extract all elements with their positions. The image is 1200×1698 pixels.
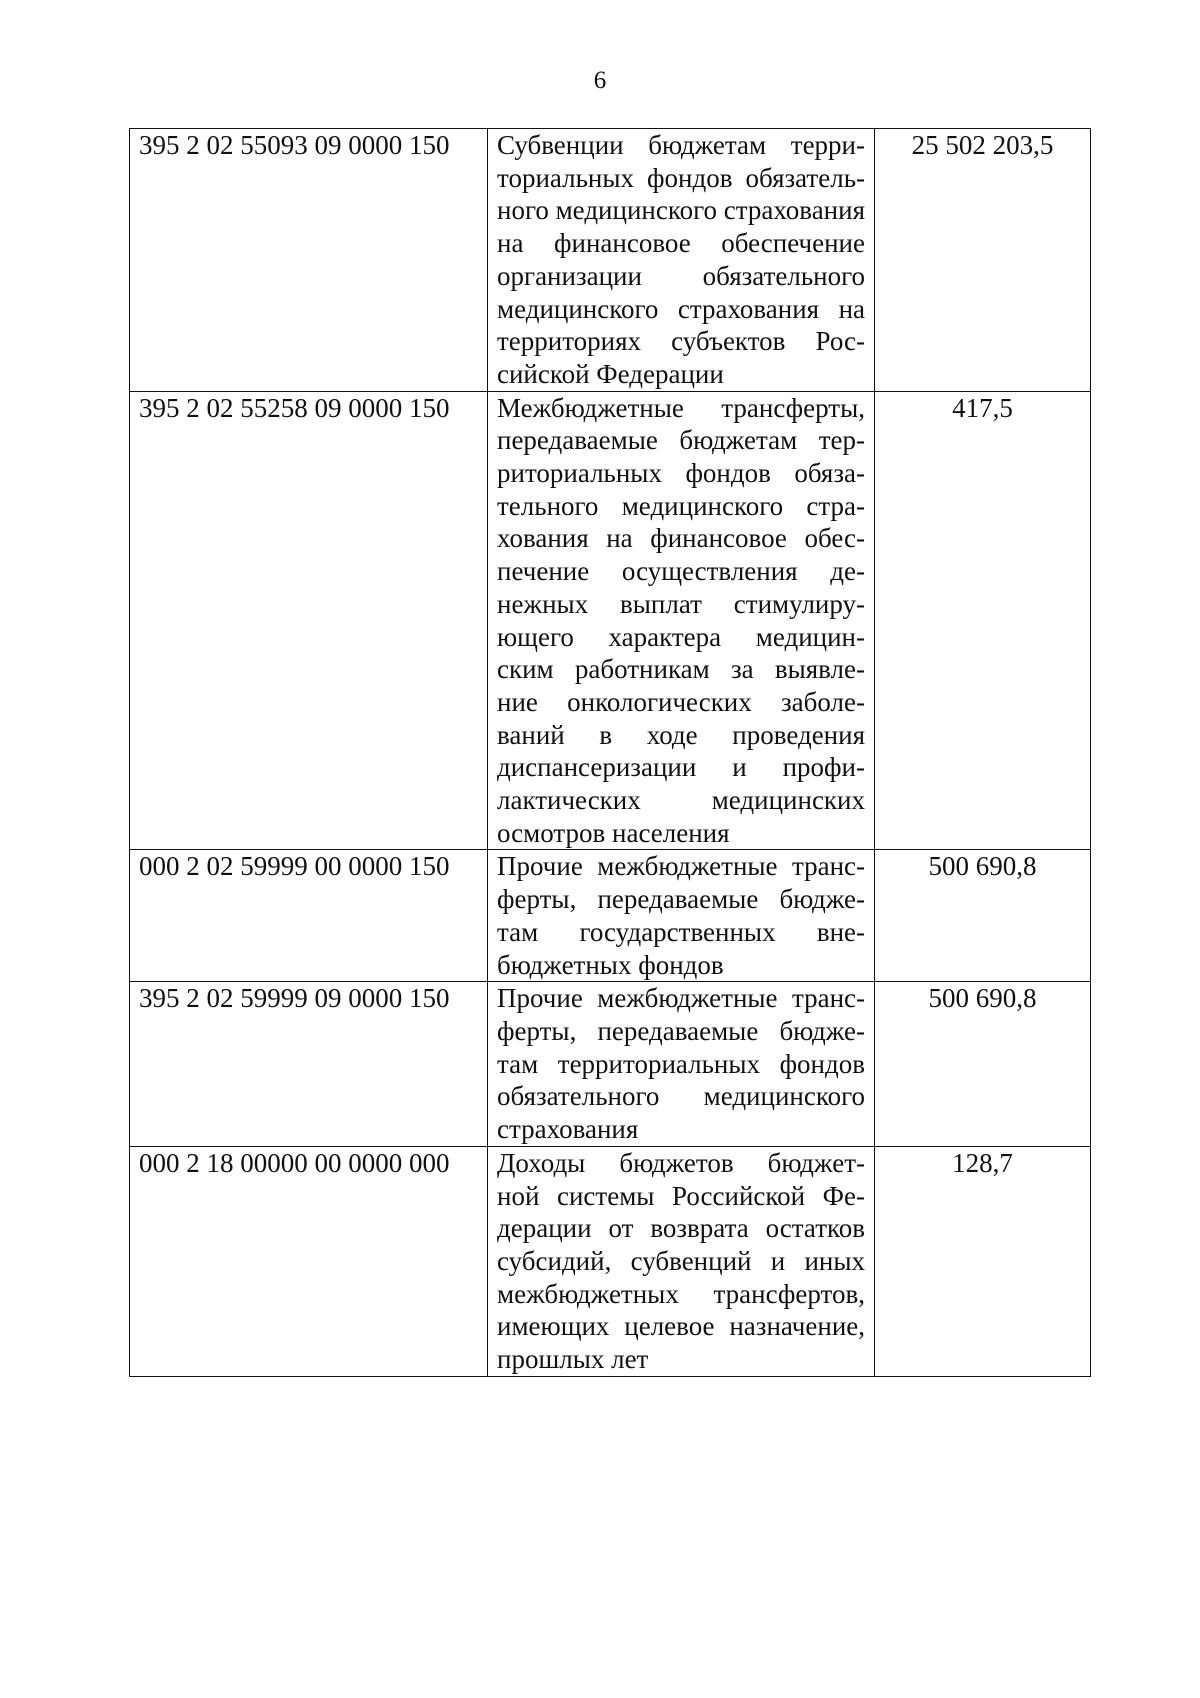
revenue-name-line: ющего характера медицин- (497, 621, 865, 652)
revenue-name-line: территориях субъектов Рос- (497, 326, 865, 357)
revenue-table-body (130, 129, 1091, 1377)
amount-cell: 417,5 (875, 391, 1091, 850)
revenue-name-line: риториальных фондов обяза- (497, 458, 865, 489)
revenue-name-cell (488, 391, 875, 850)
revenue-name-line: субсидий, субвенций и иных (497, 1245, 865, 1276)
page-number: 6 (593, 67, 607, 94)
revenue-name-line: бюджетных фондов (497, 949, 724, 980)
table-row (130, 391, 1091, 850)
budget-code-cell: 395 2 02 59999 09 0000 150 (130, 982, 488, 1147)
budget-code-cell: 395 2 02 55258 09 0000 150 (130, 391, 488, 850)
revenue-name-line: лактических медицинских (497, 785, 865, 816)
revenue-name-line: обязательного медицинского (497, 1081, 865, 1112)
revenue-name-line: медицинского страхования на (497, 293, 865, 324)
revenue-name-line: диспансеризации и профи- (497, 752, 865, 783)
revenue-name-line: ного медицинского страхования (497, 195, 865, 226)
revenue-name-line: на финансовое обеспечение (497, 228, 865, 259)
revenue-name-cell (488, 1146, 875, 1376)
amount-cell: 128,7 (875, 1146, 1091, 1376)
amount-cell: 25 502 203,5 (875, 129, 1091, 392)
revenue-name-line: дерации от возврата остатков (497, 1213, 865, 1244)
budget-code-cell: 000 2 18 00000 00 0000 000 (130, 1146, 488, 1376)
revenue-name-line: Прочие межбюджетные транс- (497, 983, 865, 1014)
revenue-name-line: ским работникам за выявле- (497, 654, 865, 685)
revenue-name-line: ферты, передаваемые бюдже- (497, 884, 865, 915)
revenue-name-line: Межбюджетные трансферты, (497, 392, 865, 423)
revenue-name-line: ние онкологических заболе- (497, 686, 865, 717)
revenue-name-line: печение осуществления де- (497, 556, 865, 587)
table-row (130, 129, 1091, 392)
revenue-name-cell (488, 850, 875, 982)
revenue-name-line: ваний в ходе проведения (497, 719, 865, 750)
revenue-name-line: там территориальных фондов (497, 1048, 865, 1079)
table-row (130, 850, 1091, 982)
revenue-name-line: Доходы бюджетов бюджет- (497, 1147, 865, 1178)
table-row (130, 1146, 1091, 1376)
amount-cell: 500 690,8 (875, 850, 1091, 982)
revenue-name-line: прошлых лет (497, 1344, 649, 1375)
revenue-name-line: ферты, передаваемые бюдже- (497, 1015, 865, 1046)
revenue-name-line: страхования (497, 1114, 639, 1145)
amount-cell: 500 690,8 (875, 982, 1091, 1147)
revenue-name-line: тельного медицинского стра- (497, 490, 865, 521)
revenue-name-line: там государственных вне- (497, 916, 865, 947)
table-row (130, 982, 1091, 1147)
revenue-name-line: Прочие межбюджетные транс- (497, 851, 865, 882)
revenue-name-line: осмотров населения (497, 817, 730, 848)
revenue-name-line: хования на финансовое обес- (497, 523, 865, 554)
revenue-name-line: межбюджетных трансфертов, (497, 1278, 865, 1309)
revenue-name-line: имеющих целевое назначение, (497, 1311, 865, 1342)
budget-code-cell: 395 2 02 55093 09 0000 150 (130, 129, 488, 392)
revenue-name-cell (488, 129, 875, 392)
revenue-name-cell (488, 982, 875, 1147)
revenue-table (129, 128, 1091, 1377)
revenue-name-line: нежных выплат стимулиру- (497, 588, 865, 619)
revenue-name-line: ной системы Российской Фе- (497, 1180, 865, 1211)
revenue-name-line: Субвенции бюджетам терри- (497, 130, 865, 160)
revenue-name-line: передаваемые бюджетам тер- (497, 425, 865, 456)
revenue-name-line: организации обязательного (497, 260, 865, 291)
revenue-name-line: сийской Федерации (497, 358, 724, 389)
revenue-name-line: ториальных фондов обязатель- (497, 162, 865, 193)
budget-code-cell: 000 2 02 59999 00 0000 150 (130, 850, 488, 982)
